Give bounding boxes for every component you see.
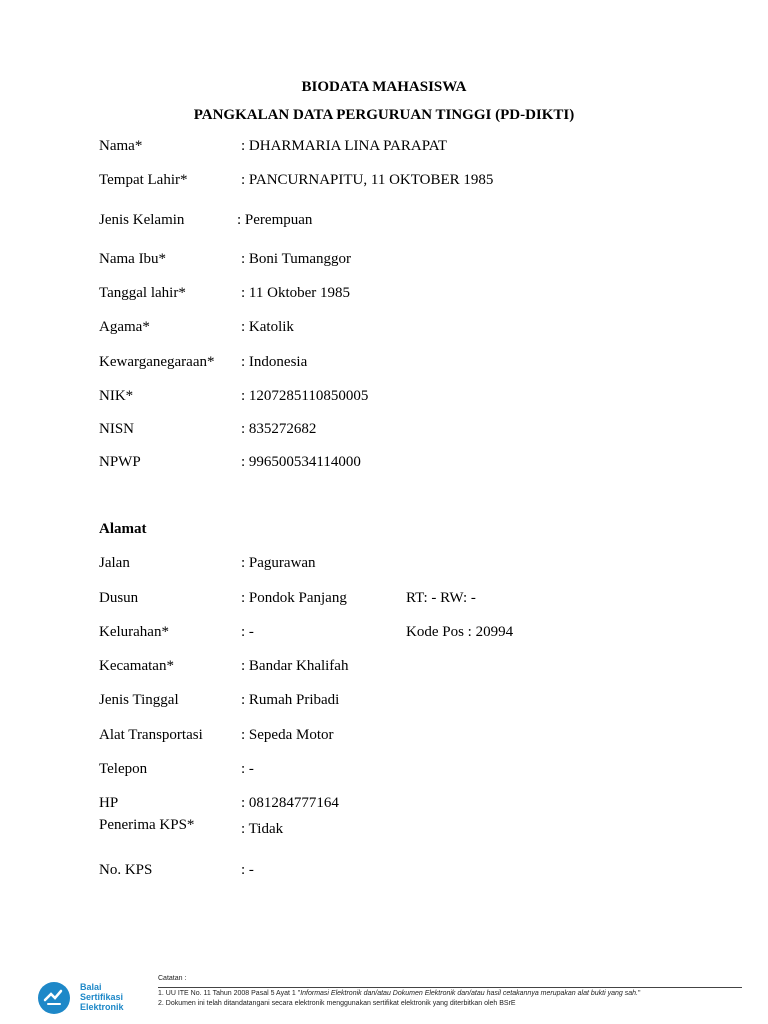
field-value: : Boni Tumanggor	[241, 251, 352, 267]
field-value: : 835272682	[241, 421, 317, 437]
field-label: NISN	[99, 421, 135, 437]
document-subtitle: PANGKALAN DATA PERGURUAN TINGGI (PD-DIKTI)	[193, 107, 575, 123]
field-value: : -	[241, 624, 254, 640]
kode-pos-value: Kode Pos : 20994	[406, 624, 514, 640]
field-value: : 11 Oktober 1985	[241, 285, 351, 301]
field-value: : Rumah Pribadi	[241, 692, 340, 708]
note-1	[158, 989, 742, 999]
field-label: No. KPS	[99, 862, 153, 878]
field-label: Tanggal lahir*	[99, 285, 186, 301]
document-footer	[0, 970, 768, 1024]
field-value: : 1207285110850005	[241, 388, 369, 404]
note-2: 2. Dokumen ini telah ditandatangani secara elektronik menggunakan sertifikat elektronik yang diterbitkan oleh BSrE	[158, 1000, 516, 1007]
note-1-prefix: 1. UU ITE No. 11 Tahun 2008 Pasal 5 Ayat 1 "	[158, 990, 301, 997]
field-value: : Indonesia	[241, 354, 308, 370]
field-value: : 996500534114000	[241, 454, 361, 470]
field-value: : DHARMARIA LINA PARAPAT	[241, 138, 448, 154]
field-value: : -	[241, 761, 254, 777]
logo-line: Elektronik	[80, 1002, 124, 1012]
notes-heading: Catatan :	[158, 975, 187, 982]
field-label: Jenis Tinggal	[99, 692, 179, 708]
field-label: Tempat Lahir*	[99, 172, 188, 188]
address-heading: Alamat	[99, 521, 147, 537]
note-1-suffix: "	[637, 990, 641, 997]
field-value: : PANCURNAPITU, 11 OKTOBER 1985	[241, 172, 494, 188]
field-label: NPWP	[99, 454, 141, 470]
field-label: Jalan	[99, 555, 130, 571]
field-value: : Katolik	[241, 319, 294, 335]
certificate-icon	[38, 982, 70, 1014]
field-value: : Sepeda Motor	[241, 727, 334, 743]
field-label: Jenis Kelamin	[99, 212, 185, 228]
field-value: : 081284777164	[241, 795, 339, 811]
field-value: : Pondok Panjang	[241, 590, 347, 606]
note-1-quote: Informasi Elektronik dan/atau Dokumen Elektronik dan/atau hasil cetakannya merupakan alat bukti yang sah.	[300, 990, 638, 997]
field-label: Alat Transportasi	[99, 727, 203, 743]
field-label: Kewarganegaraan*	[99, 354, 215, 370]
field-label: Kelurahan*	[99, 624, 169, 640]
logo-line: Sertifikasi	[80, 992, 124, 1002]
field-label: Nama*	[99, 138, 143, 154]
rt-rw-value: RT: - RW: -	[406, 590, 476, 606]
field-label: Kecamatan*	[99, 658, 174, 674]
notes-divider	[158, 987, 742, 988]
field-label: Telepon	[99, 761, 148, 777]
field-value: : Pagurawan	[241, 555, 316, 571]
field-label: Penerima KPS*	[99, 817, 195, 833]
bsre-logo	[38, 980, 158, 1016]
field-label: Agama*	[99, 319, 150, 335]
field-label: Dusun	[99, 590, 139, 606]
field-value: : Tidak	[241, 821, 284, 837]
field-label: NIK*	[99, 388, 134, 404]
field-value: : Perempuan	[237, 212, 313, 228]
field-value: : Bandar Khalifah	[241, 658, 349, 674]
field-value: : -	[241, 862, 254, 878]
footer-notes	[158, 974, 742, 1009]
field-label: HP	[99, 795, 119, 811]
document-title: BIODATA MAHASISWA	[301, 79, 467, 95]
field-label: Nama Ibu*	[99, 251, 167, 267]
logo-line: Balai	[80, 982, 102, 992]
